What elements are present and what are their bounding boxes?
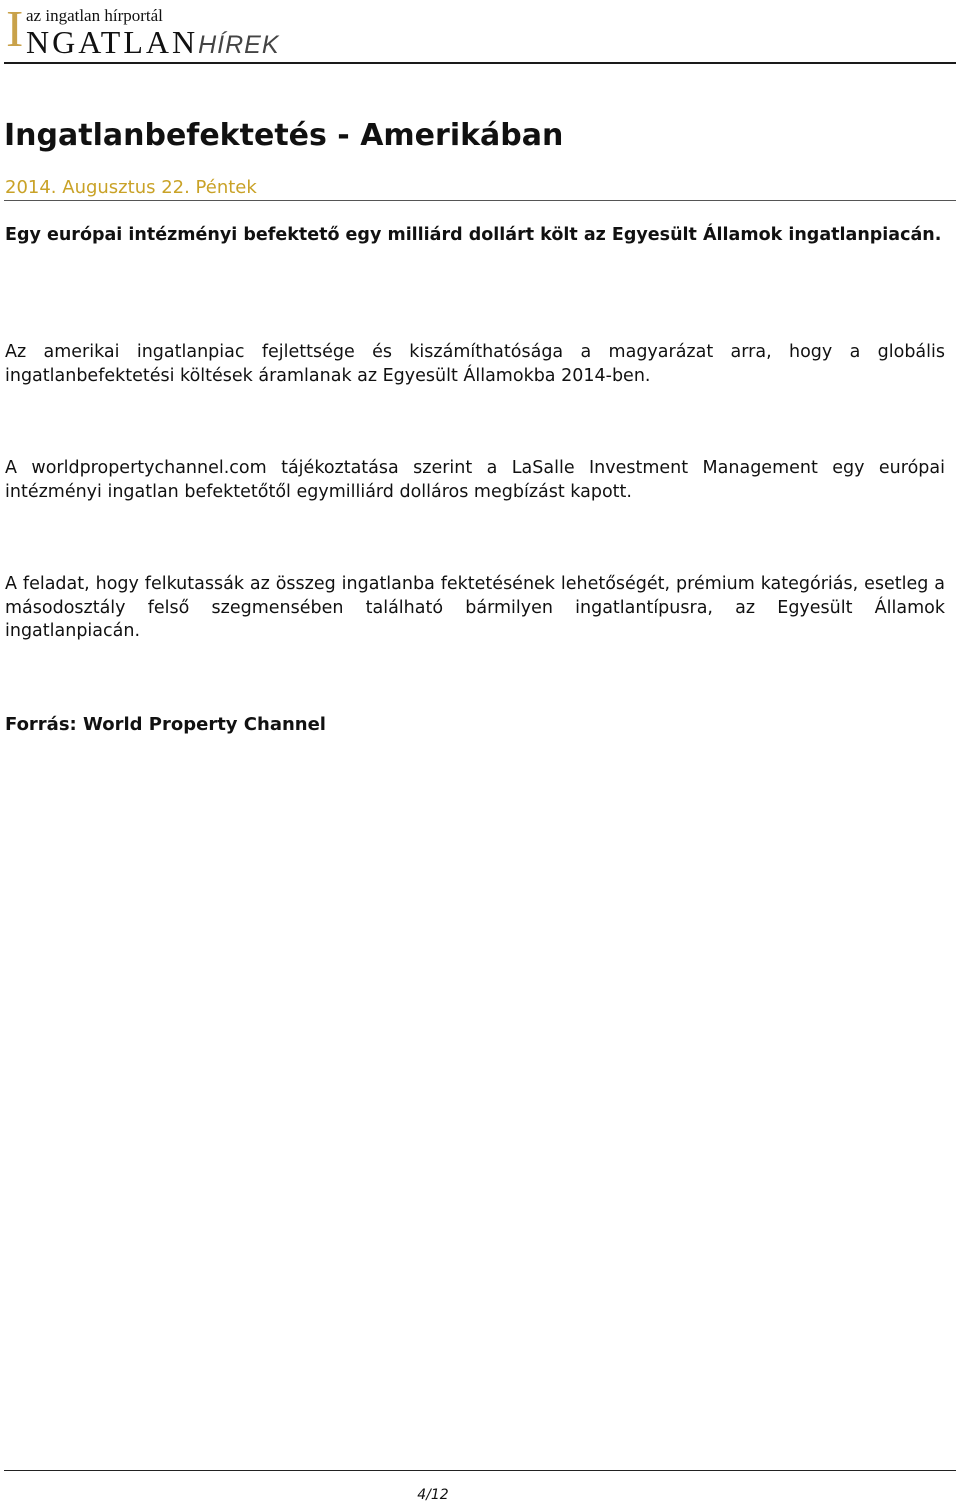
article-lead: Egy európai intézményi befektető egy milliárd dollárt költ az Egyesült Államok ingatlanpiacán.	[5, 225, 942, 245]
article-paragraph-1: Az amerikai ingatlanpiac fejlettsége és kiszámíthatósága a magyarázat arra, hogy a globális ingatlanbefektetési költések áramlanak az Egyesült Államokba 2014-ben.	[5, 342, 945, 386]
footer-divider	[4, 1470, 956, 1471]
article-title: Ingatlanbefektetés - Amerikában	[4, 118, 564, 153]
logo-tagline: az ingatlan hírportál	[26, 6, 163, 25]
logo-wordmark	[26, 26, 280, 64]
page-number: 4/12	[417, 1487, 449, 1503]
date-divider	[4, 200, 956, 201]
article-paragraph-2: A worldpropertychannel.com tájékoztatása szerint a LaSalle Investment Management egy európai intézményi ingatlan befektetőtől egymilliárd dolláros megbízást kapott.	[5, 458, 945, 502]
article-paragraph-3: A feladat, hogy felkutassák az összeg ingatlanba fektetésének lehetőségét, prémium kategóriás, esetleg a másodosztály felső szegmensében található bármilyen ingatlantípusra, az Egyesült Államok ingatlanpiacán.	[5, 574, 945, 641]
article-date: 2014. Augusztus 22. Péntek	[5, 177, 257, 198]
article-source: Forrás: World Property Channel	[5, 714, 326, 735]
logo-big-letter: I	[6, 1, 24, 58]
site-logo[interactable]	[6, 1, 336, 60]
logo-word-accent: HÍREK	[198, 31, 280, 59]
logo-word-main: NGATLAN	[26, 24, 199, 60]
page-header	[4, 0, 956, 64]
